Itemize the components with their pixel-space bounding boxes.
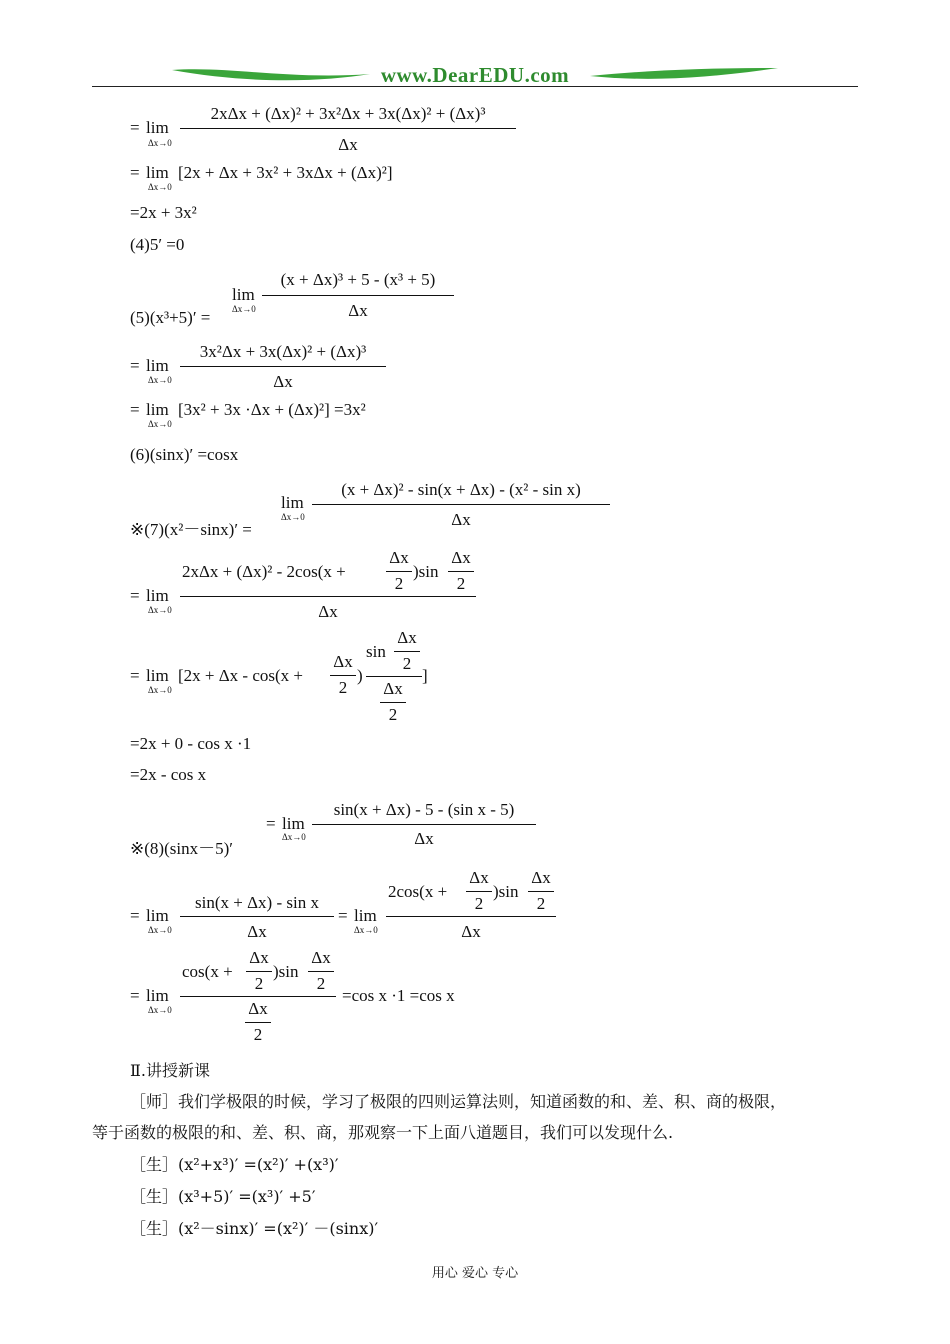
expression-part: ] [422, 666, 428, 685]
page-footer: 用心 爱心 专心 [431, 1266, 519, 1281]
expression: [2x + Δx + 3x² + 3xΔx + (Δx)²] [178, 163, 393, 182]
fraction-bar [180, 596, 476, 597]
fraction-bar [366, 676, 422, 677]
numerator-part: )sin [413, 562, 439, 581]
inner-fraction-den: 2 [536, 894, 546, 913]
fraction-denominator: Δx [451, 510, 471, 529]
inner-fraction-num: Δx [383, 679, 403, 698]
fraction-denominator: Δx [461, 922, 481, 941]
example-label: ※(8)(sinx－5)′ [130, 839, 233, 858]
inner-fraction-num: Δx [333, 652, 353, 671]
site-brand[interactable]: www.DearEDU.com [380, 63, 570, 87]
fraction-numerator: (x + Δx)³ + 5 - (x³ + 5) [280, 270, 436, 289]
fraction-denominator: Δx [273, 372, 293, 391]
fraction-bar [312, 504, 610, 505]
inner-fraction-bar [330, 675, 356, 676]
lim-operator: lim [146, 666, 169, 685]
expression-part: ) [357, 666, 363, 685]
lim-subscript: Δx→0 [148, 375, 172, 385]
derivation-line-13: =2x - cos x [130, 765, 207, 784]
fraction-numerator: sin(x + Δx) - 5 - (sin x - 5) [333, 800, 515, 819]
inner-fraction-den: 2 [402, 654, 412, 673]
inner-fraction-den: 2 [394, 574, 404, 593]
equals-sign: = [130, 666, 140, 685]
lim-operator: lim [146, 163, 169, 182]
inner-fraction-den: 2 [474, 894, 484, 913]
equals-sign: = [266, 814, 276, 833]
paragraph-line: ［师］我们学极限的时候，学习了极限的四则运算法则，知道函数的和、差、积、商的极限， [130, 1092, 787, 1111]
inner-fraction-bar [245, 1022, 271, 1023]
student-answer: ［生］(x²－sinx)′ =(x²)′ －(sinx)′ [130, 1219, 379, 1238]
equals-sign: = [130, 586, 140, 605]
lim-operator: lim [354, 906, 377, 925]
inner-fraction-den: 2 [456, 574, 466, 593]
equals-sign: = [130, 400, 140, 419]
fraction-bar [180, 996, 336, 997]
lim-subscript: Δx→0 [282, 832, 306, 842]
inner-fraction-den: 2 [254, 974, 264, 993]
equals-sign: = [130, 163, 140, 182]
fraction-denominator: Δx [348, 301, 368, 320]
lim-subscript: Δx→0 [148, 685, 172, 695]
example-4: (4)5′ =0 [130, 235, 185, 254]
lim-subscript: Δx→0 [281, 512, 305, 522]
inner-fraction-bar [386, 571, 412, 572]
example-6: (6)(sinx)′ =cosx [130, 445, 239, 464]
fraction-bar [180, 366, 386, 367]
inner-fraction-num: Δx [311, 948, 331, 967]
fraction-bar [180, 128, 516, 129]
lim-operator: lim [146, 356, 169, 375]
example-label: ※(7)(x²－sinx)′ = [130, 520, 252, 539]
numerator-part: cos(x + [182, 962, 233, 981]
inner-fraction-num: Δx [249, 948, 269, 967]
lim-subscript: Δx→0 [148, 182, 172, 192]
fraction-numerator: (x + Δx)² - sin(x + Δx) - (x² - sin x) [341, 480, 581, 499]
lim-subscript: Δx→0 [148, 925, 172, 935]
student-answer: ［生］(x³+5)′ =(x³)′ +5′ [130, 1187, 316, 1206]
lim-operator: lim [281, 493, 304, 512]
expression-part: [2x + Δx - cos(x + [178, 666, 304, 685]
inner-fraction-den: 2 [253, 1025, 263, 1044]
inner-fraction-bar [246, 971, 272, 972]
fraction-numerator: 2xΔx + (Δx)² + 3x²Δx + 3x(Δx)² + (Δx)³ [210, 104, 486, 123]
inner-fraction-num: Δx [531, 868, 551, 887]
inner-fraction-num: Δx [389, 548, 409, 567]
fraction-denominator: Δx [318, 602, 338, 621]
fraction-bar [262, 295, 454, 296]
example-label: (5)(x³+5)′ = [130, 308, 211, 327]
inner-fraction-num: Δx [397, 628, 417, 647]
inner-fraction-den: 2 [388, 705, 398, 724]
lim-operator: lim [232, 285, 255, 304]
derivation-line-3: =2x + 3x² [130, 203, 197, 222]
equals-sign: = [130, 356, 140, 375]
derivation-line-12: =2x + 0 - cos x ·1 [130, 734, 252, 753]
lim-subscript: Δx→0 [148, 605, 172, 615]
numerator-part: 2xΔx + (Δx)² - 2cos(x + [182, 562, 346, 581]
inner-fraction-bar [308, 971, 334, 972]
inner-fraction-den: 2 [338, 678, 348, 697]
equals-sign: = [130, 986, 140, 1005]
result: =cos x ·1 =cos x [342, 986, 455, 1005]
fraction-numerator: sin(x + Δx) - sin x [195, 893, 319, 912]
equals-sign: = [130, 906, 140, 925]
equals-sign: = [338, 906, 348, 925]
numerator-part: )sin [273, 962, 299, 981]
fraction-denominator: Δx [247, 922, 267, 941]
expression: [3x² + 3x ·Δx + (Δx)²] =3x² [178, 400, 366, 419]
lim-subscript: Δx→0 [148, 138, 172, 148]
fraction-bar [180, 916, 334, 917]
student-answer: ［生］(x²+x³)′ =(x²)′ +(x³)′ [130, 1155, 339, 1174]
lim-subscript: Δx→0 [148, 419, 172, 429]
fraction-denominator: Δx [338, 135, 358, 154]
lim-operator: lim [146, 906, 169, 925]
paragraph-line: 等于函数的极限的和、差、积、商，那观察一下上面八道题目，我们可以发现什么. [92, 1123, 674, 1142]
lim-operator: lim [146, 118, 169, 137]
lim-operator: lim [282, 814, 305, 833]
section-heading: Ⅱ.讲授新课 [130, 1061, 210, 1080]
inner-fraction-num: Δx [469, 868, 489, 887]
equals-sign: = [130, 118, 140, 137]
numerator-part: )sin [493, 882, 519, 901]
numerator-part: 2cos(x + [388, 882, 448, 901]
lim-subscript: Δx→0 [232, 304, 256, 314]
fraction-bar [386, 916, 556, 917]
lim-operator: lim [146, 986, 169, 1005]
inner-fraction-num: Δx [248, 999, 268, 1018]
lim-operator: lim [146, 400, 169, 419]
inner-fraction-bar [528, 891, 554, 892]
inner-fraction-bar [466, 891, 492, 892]
inner-fraction-bar [448, 571, 474, 572]
sin-label: sin [366, 642, 386, 661]
lim-subscript: Δx→0 [354, 925, 378, 935]
fraction-numerator: 3x²Δx + 3x(Δx)² + (Δx)³ [199, 342, 367, 361]
inner-fraction-bar [394, 651, 420, 652]
fraction-denominator: Δx [414, 829, 434, 848]
fraction-bar [312, 824, 536, 825]
inner-fraction-bar [380, 702, 406, 703]
header-rule [92, 86, 858, 87]
lim-operator: lim [146, 586, 169, 605]
inner-fraction-den: 2 [316, 974, 326, 993]
inner-fraction-num: Δx [451, 548, 471, 567]
lim-subscript: Δx→0 [148, 1005, 172, 1015]
